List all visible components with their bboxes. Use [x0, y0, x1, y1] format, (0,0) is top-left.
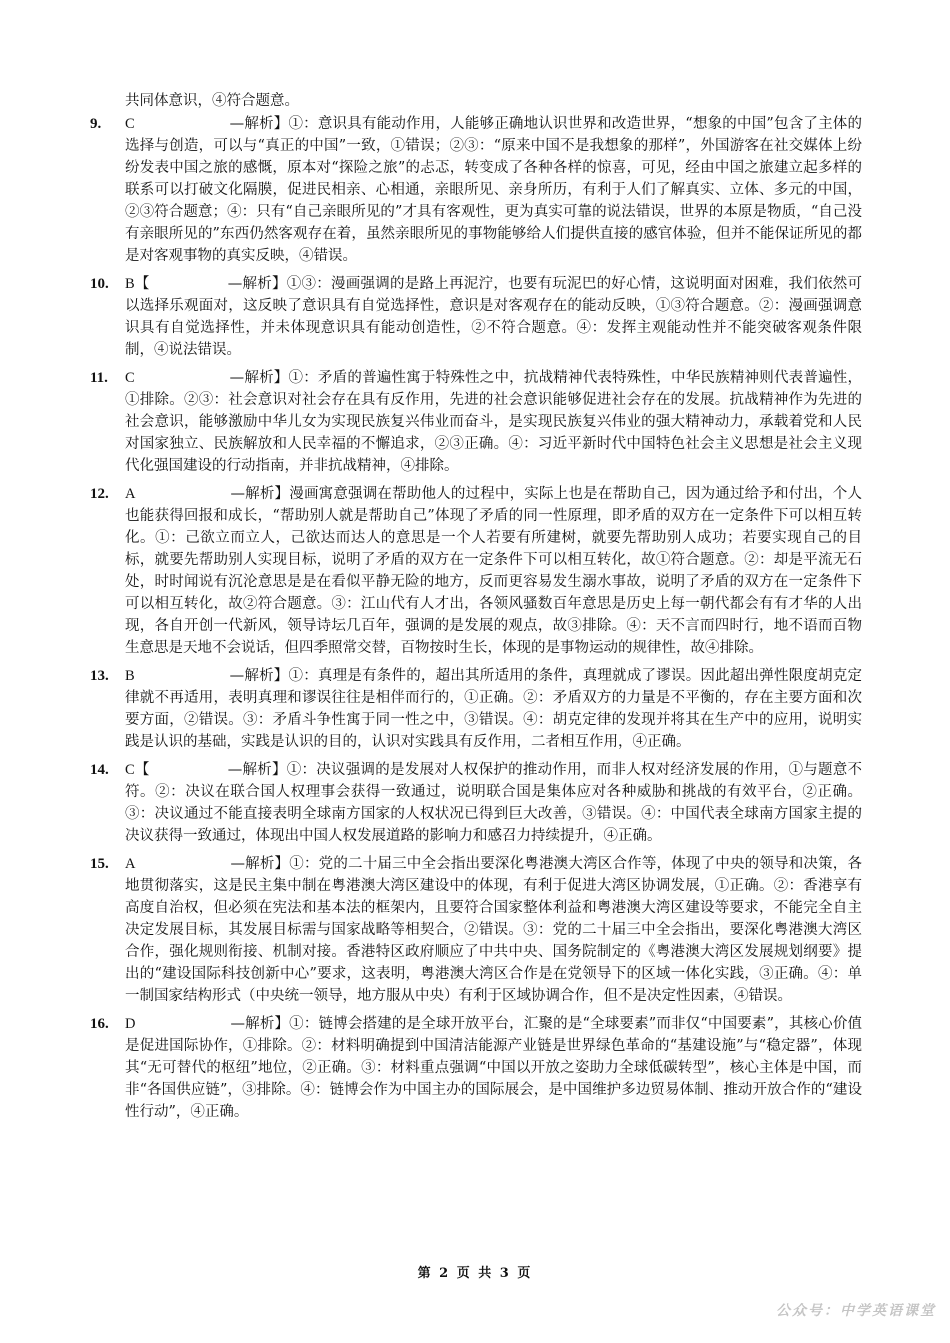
- analysis-text: ①：党的二十届三中全会指出要深化粤港澳大湾区合作等，体现了中央的领导和决策，各地贯彻落实，这是民主集中制在粤港澳大湾区建设中的体现，有利于促进大湾区协调发展，①正确。②：香港享有高度自治权，但必须在宪法和基本法的框架内，且要符合国家整体利益和粤港澳大湾区建设等要求，不能完全自主决定发展目标，其发展目标需与国家战略等相契合，②错误。③：党的二十届三中全会指出，要深化粤港澳大湾区合作，强化规则衔接、机制对接。香港特区政府顺应了中共中央、国务院制定的《粤港澳大湾区发展规划纲要》提出的“建设国际科技创新中心”要求，这表明，粤港澳大湾区合作是在党领导下的区域一体化实践，③正确。④：单一制国家结构形式（中央统一领导，地方服从中央）有利于区域协调合作，但不是决定性因素，④错误。: [125, 856, 862, 1004]
- answer-letter: B【: [125, 276, 150, 292]
- analysis-body: [125, 853, 862, 1007]
- answer-item: [0, 665, 950, 753]
- analysis-text: ①：意识具有能动作用，人能够正确地认识世界和改造世界，“想象的中国”包含了主体的选择与创造，可以与“真正的中国”一致，①错误；②③：“原来中国不是我想象的那样”，外国游客在社交媒体上纷纷发表中国之旅的感慨，原本对“探险之旅”的忐忑，转变成了各种各样的惊喜，可见，经由中国之旅建立起多样的联系可以打破文化隔膜，促进民相亲、心相通，亲眼所见、亲身所历，有利于人们了解真实、立体、多元的中国，②③符合题意；④：只有“自己亲眼所见的”才具有客观性，更为真实可靠的说法错误，世界的本原是物质，“自己没有亲眼所见的”东西仍然客观存在着，虽然亲眼所见的事物能够给人们提供直接的感官体验，但并不能保证所见的都是对客观事物的真实反映，④错误。: [125, 116, 863, 264]
- question-number: 10.: [90, 276, 109, 292]
- question-number: 12.: [90, 486, 109, 502]
- answer-item: [0, 853, 950, 1007]
- analysis-tag: —解析】: [229, 370, 289, 386]
- analysis-tag: —解析】: [230, 1016, 290, 1032]
- answer-letter: B: [125, 668, 135, 684]
- analysis-text: ①③：漫画强调的是路上再泥泞，也要有玩泥巴的好心情，这说明面对困难，我们依然可以选择乐观面对，这反映了意识具有自觉选择性，意识是对客观存在的能动反映，①③符合题意。②：漫画强调意识具有自觉选择性，并未体现意识具有能动创造性，②不符合题意。④：发挥主观能动性并不能突破客观条件限制，④说法错误。: [125, 276, 862, 358]
- analysis-tag: —解析】: [227, 276, 287, 292]
- analysis-body: [125, 113, 862, 267]
- analysis-text: ①：真理是有条件的，超出其所适用的条件，真理就成了谬误。因此超出弹性限度胡克定律就不再适用，表明真理和谬误往往是相伴而行的，①正确。②：矛盾双方的力量是不平衡的，存在主要方面和次要方面，②错误。③：矛盾斗争性寓于同一性之中，③错误。④：胡克定律的发现并将其在生产中的应用，说明实践是认识的基础，实践是认识的目的，认识对实践具有反作用，二者相互作用，④正确。: [125, 668, 862, 750]
- question-number: 16.: [90, 1016, 109, 1032]
- question-number: 15.: [90, 856, 109, 872]
- answer-item: [0, 113, 950, 267]
- question-number: 13.: [90, 668, 109, 684]
- answer-item: [0, 1013, 950, 1123]
- answer-item: [0, 483, 950, 659]
- watermark: 公众号：中学英语课堂: [776, 1303, 936, 1319]
- answer-letter: C: [125, 370, 135, 386]
- analysis-text: 漫画寓意强调在帮助他人的过程中，实际上也是在帮助自己，因为通过给予和付出，个人也能获得回报和成长，“帮助别人就是帮助自己”体现了矛盾的同一性原理，即矛盾的双方在一定条件下可以相互转化。①：己欲立而立人，己欲达而达人的意思是一个人若要有所建树，就要先帮助别人成功；若要实现自己的目标，就要先帮助别人实现目标，说明了矛盾的双方在一定条件下可以相互转化，故①符合题意。②：却是平流无石处，时时闻说有沉沦意思是是在看似平静无险的地方，反而更容易发生溺水事故，说明了矛盾的双方在一定条件下可以相互转化，故②符合题意。③：江山代有人才出，各领风骚数百年意思是历史上每一朝代都会有有才华的人出现，各自开创一代新风，领导诗坛几百年，强调的是发展的观点，故③排除。④：天不言而四时行，地不语而百物生意思是天地不会说话，但四季照常交替，百物按时生长，体现的是事物运动的规律性，故④排除。: [125, 486, 862, 656]
- answer-list: [0, 113, 950, 1129]
- analysis-body: [125, 367, 862, 477]
- analysis-tag: —解析】: [227, 762, 287, 778]
- analysis-tag: —解析】: [229, 668, 289, 684]
- answer-item: [0, 367, 950, 477]
- analysis-tag: —解析】: [230, 856, 290, 872]
- page-footer: 第 2 页 共 3 页: [417, 1266, 533, 1281]
- analysis-body: [125, 1013, 862, 1123]
- analysis-tag: —解析】: [230, 486, 290, 502]
- analysis-body: [125, 759, 862, 847]
- analysis-tag: —解析】: [229, 116, 289, 132]
- analysis-text: ①：链博会搭建的是全球开放平台，汇聚的是“全球要素”而非仅“中国要素”，其核心价值是促进国际协作，①排除。②：材料明确提到中国清洁能源产业链是世界绿色革命的“基建设施”与“稳定器”，体现其“无可替代的枢纽”地位，②正确。③：材料重点强调“中国以开放之姿助力全球低碳转型”，核心主体是中国，而非“各国供应链”，③排除。④：链博会作为中国主办的国际展会，是中国维护多边贸易体制、推动开放合作的“建设性行动”，④正确。: [125, 1016, 862, 1120]
- question-number: 11.: [90, 370, 108, 386]
- analysis-body: [125, 273, 862, 361]
- analysis-text: ①：决议强调的是发展对人权保护的推动作用，而非人权对经济发展的作用，①与题意不符。②：决议在联合国人权理事会获得一致通过，说明联合国是集体应对各种威胁和挑战的有效平台，②正确。③：决议通过不能直接表明全球南方国家的人权状况已得到巨大改善，③错误。④：中国代表全球南方国家主提的决议获得一致通过，体现出中国人权发展道路的影响力和感召力持续提升，④正确。: [125, 762, 862, 844]
- answer-letter: D: [125, 1016, 136, 1032]
- answer-item: [0, 273, 950, 361]
- analysis-text: ①：矛盾的普遍性寓于特殊性之中，抗战精神代表特殊性，中华民族精神则代表普遍性，①排除。②③：社会意识对社会存在具有反作用，先进的社会意识能够促进社会存在的发展。抗战精神作为先进的社会意识，能够激励中华儿女为实现民族复兴伟业而奋斗，是实现民族复兴伟业的强大精神动力，承载着党和人民对国家独立、民族解放和人民幸福的不懈追求，②③正确。④：习近平新时代中国特色社会主义思想是社会主义现代化强国建设的行动指南，并非抗战精神，④排除。: [125, 370, 862, 474]
- answer-letter: C【: [125, 762, 150, 778]
- question-number: 9.: [90, 116, 102, 132]
- analysis-body: [125, 665, 862, 753]
- answer-item: [0, 759, 950, 847]
- carryover-text: 共同体意识，④符合题意。: [125, 93, 299, 109]
- answer-letter: A: [125, 486, 136, 502]
- answer-letter: A: [125, 856, 136, 872]
- analysis-body: [125, 483, 862, 659]
- question-number: 14.: [90, 762, 109, 778]
- answer-letter: C: [125, 116, 135, 132]
